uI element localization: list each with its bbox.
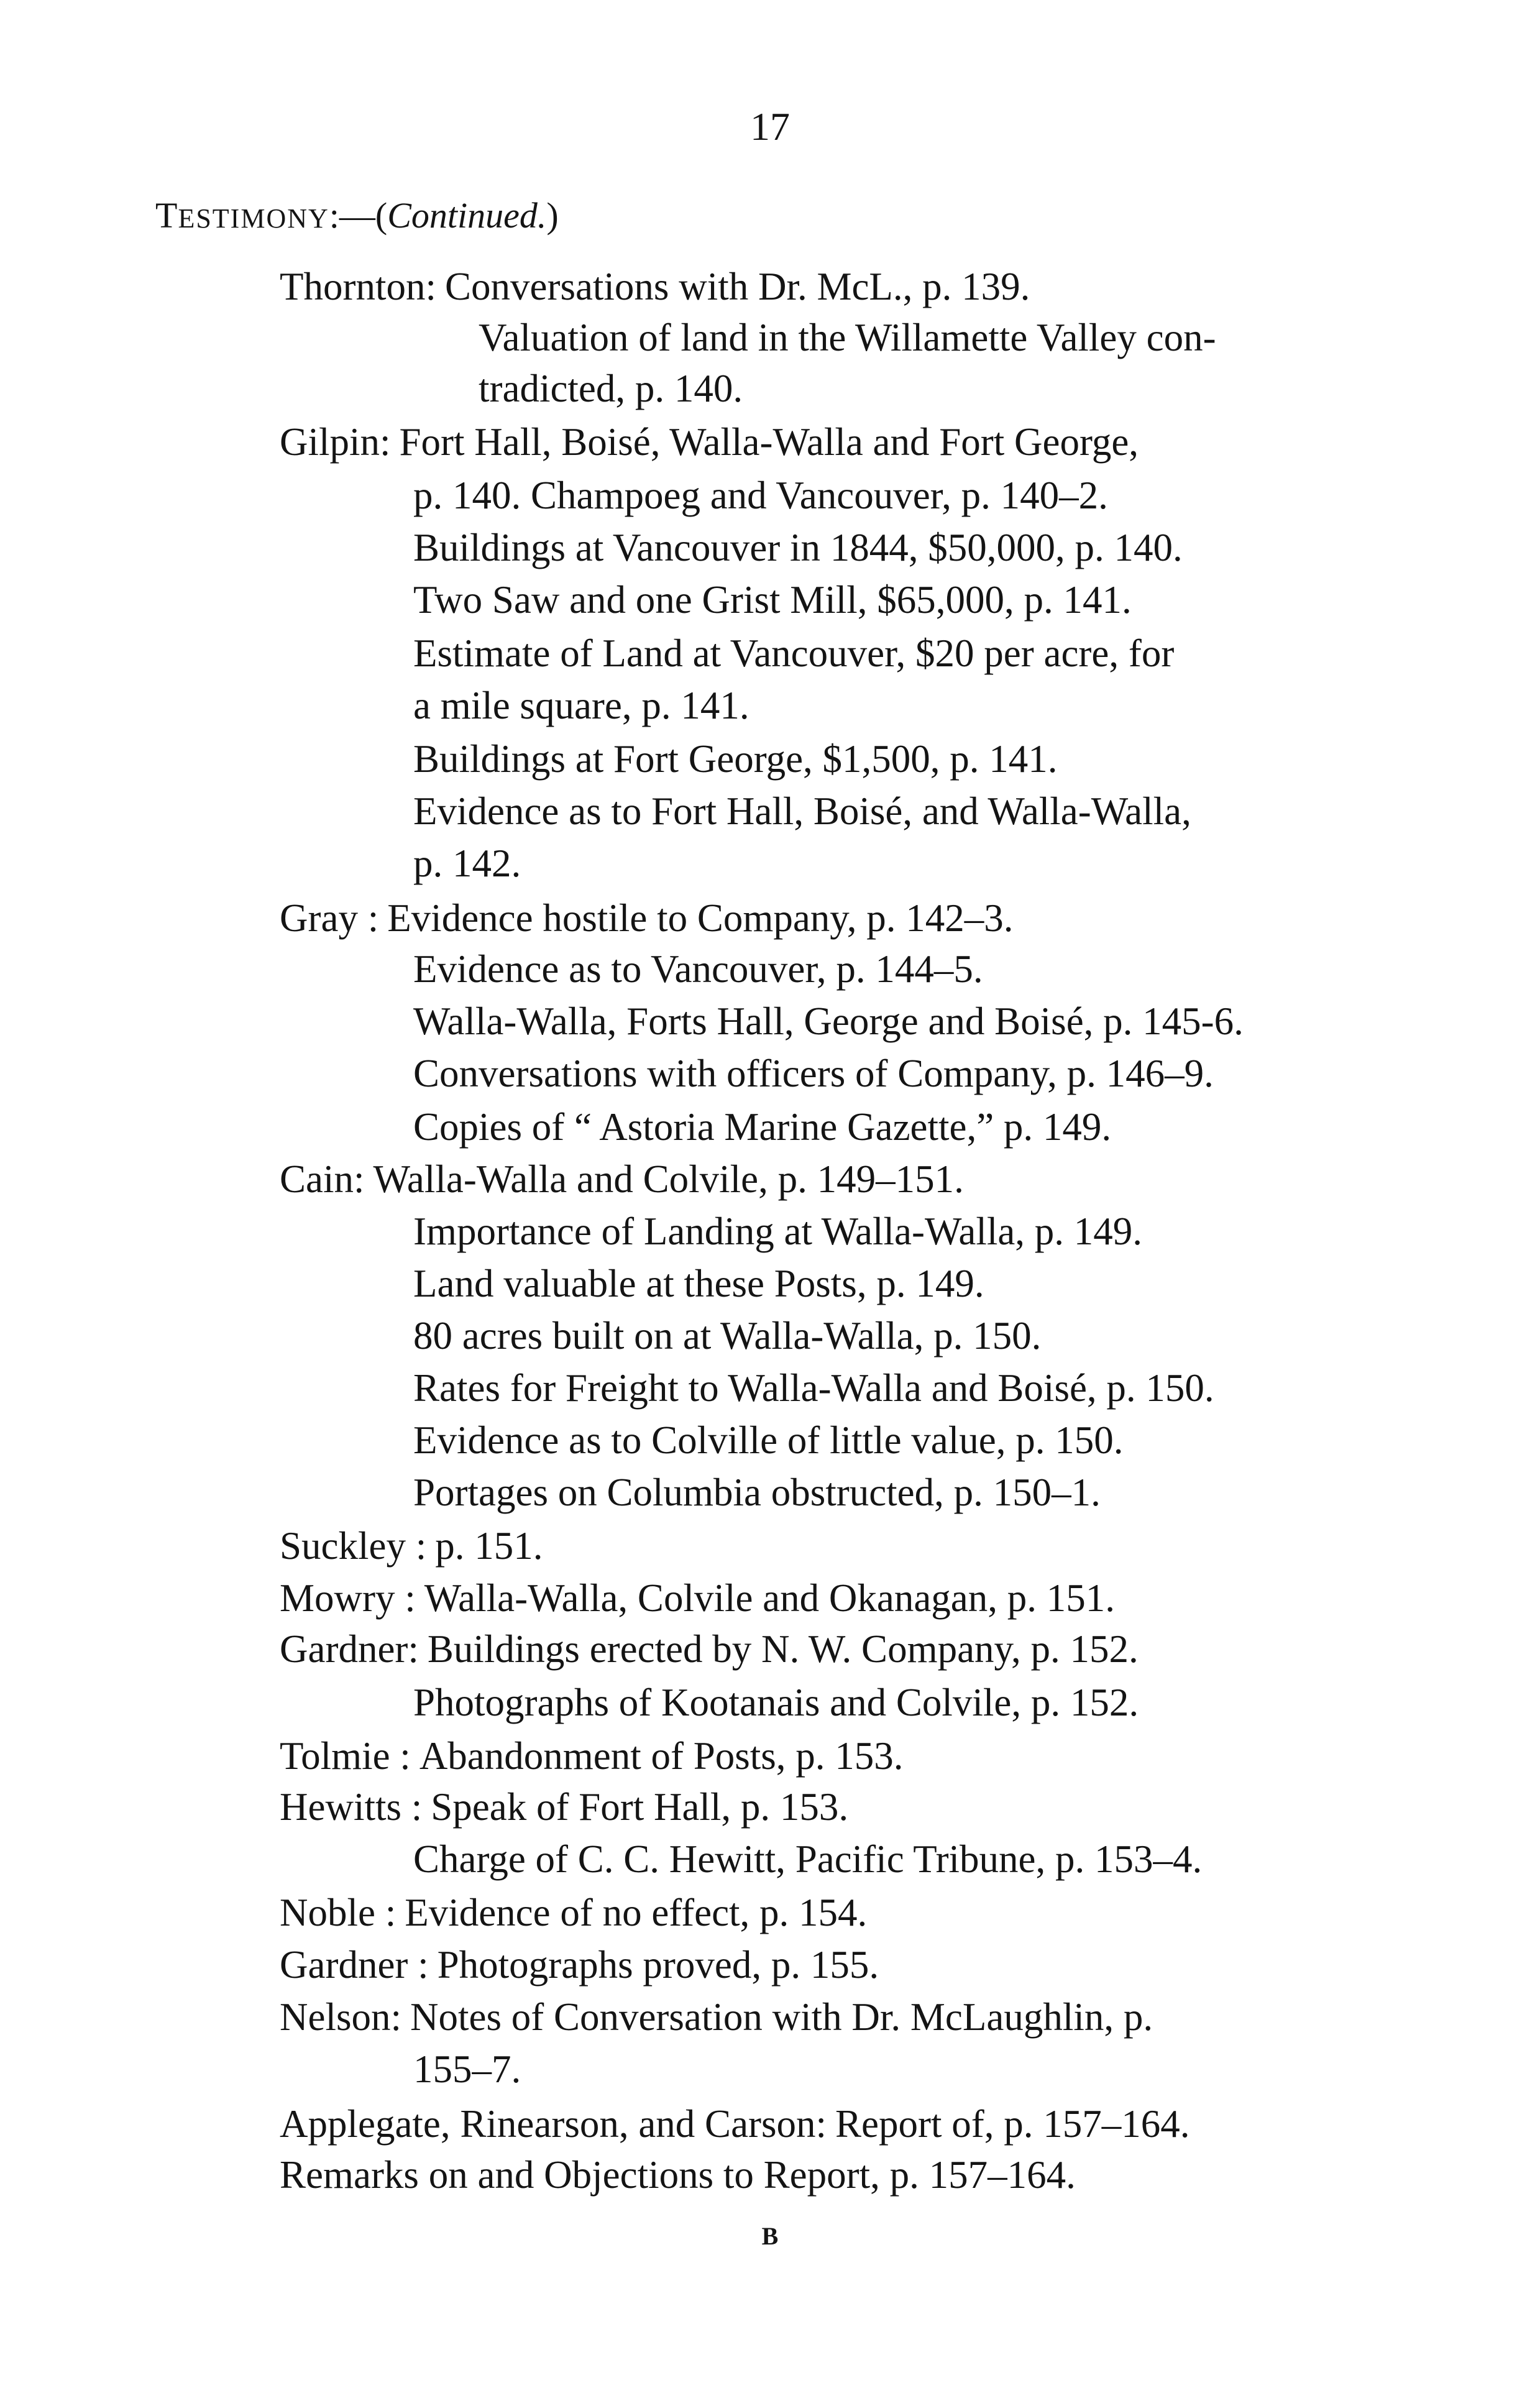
entry-text: Buildings at Fort George, $1,500, p. 141. bbox=[413, 737, 1058, 781]
entry-continuation bbox=[413, 1473, 1101, 1523]
witness-name: Gardner : bbox=[280, 1943, 429, 1987]
entry-continuation bbox=[413, 1264, 984, 1314]
entry-text: Photographs of Kootanais and Colvile, p. 152. bbox=[413, 1681, 1139, 1724]
entry-continuation bbox=[413, 578, 1132, 630]
witness-name: Thornton: bbox=[280, 265, 436, 308]
entry-text: Importance of Landing at Walla-Walla, p. 149. bbox=[413, 1210, 1143, 1253]
witness-entry bbox=[280, 2153, 1084, 2205]
witness-entry bbox=[280, 1157, 964, 1210]
witness-entry bbox=[280, 1734, 904, 1786]
entry-text: Rates for Freight to Walla-Walla and Boisé, p. 150. bbox=[413, 1366, 1214, 1410]
witness-name: Noble : bbox=[280, 1891, 396, 1934]
entry-continuation bbox=[413, 1212, 1142, 1262]
entry-continuation bbox=[413, 947, 983, 999]
entry-text: Estimate of Land at Vancouver, $20 per acre, for bbox=[413, 632, 1175, 675]
entry-continuation bbox=[413, 1054, 1214, 1104]
entry-text: Notes of Conversation with Dr. McLaughlin, p. bbox=[410, 1995, 1153, 2039]
entry-continuation bbox=[413, 737, 1058, 789]
entry-text: Evidence of no effect, p. 154. bbox=[405, 1891, 868, 1934]
witness-entry bbox=[280, 1995, 1153, 2047]
witness-entry bbox=[280, 1524, 543, 1576]
entry-text: Copies of “ Astoria Marine Gazette,” p. 149. bbox=[413, 1105, 1112, 1149]
entry-text: Conversations with Dr. McL., p. 139. bbox=[444, 265, 1030, 308]
entry-continuation bbox=[413, 999, 1244, 1052]
entry-text: tradicted, p. 140. bbox=[479, 367, 743, 410]
entry-text: Photographs proved, p. 155. bbox=[437, 1943, 879, 1987]
entry-text: Evidence as to Colville of little value, p. 150. bbox=[413, 1418, 1124, 1462]
entry-text: a mile square, p. 141. bbox=[413, 684, 749, 727]
witness-entry bbox=[280, 420, 1139, 472]
entry-text: Walla-Walla, Forts Hall, George and Boisé, p. 145-6. bbox=[413, 999, 1244, 1043]
witness-entry bbox=[280, 1785, 849, 1837]
heading-separator: :—( bbox=[329, 195, 388, 236]
entry-continuation bbox=[413, 1683, 1139, 1733]
entry-text: Conversations with officers of Company, p. 146–9. bbox=[413, 1052, 1214, 1095]
entry-continuation bbox=[413, 1366, 1214, 1418]
entry-continuation bbox=[413, 686, 749, 736]
heading-rest: ESTIMONY bbox=[178, 203, 329, 234]
entry-text: Evidence as to Fort Hall, Boisé, and Walla-Walla, bbox=[413, 789, 1191, 833]
entry-text: Speak of Fort Hall, p. 153. bbox=[431, 1785, 849, 1829]
entry-continuation bbox=[413, 2047, 521, 2100]
entry-continuation bbox=[413, 1418, 1124, 1471]
witness-entry bbox=[280, 2102, 1190, 2154]
witness-name: Gardner: bbox=[280, 1627, 419, 1671]
heading-continued: Continued. bbox=[387, 195, 547, 236]
witness-name: Mowry : bbox=[280, 1576, 416, 1620]
heading-initial: T bbox=[155, 195, 178, 236]
entry-continuation bbox=[413, 634, 1174, 684]
entry-continuation bbox=[413, 789, 1191, 842]
entry-text: Walla-Walla, Colvile and Okanagan, p. 151. bbox=[424, 1576, 1116, 1620]
entry-text: Two Saw and one Grist Mill, $65,000, p. 141. bbox=[413, 578, 1132, 622]
entry-continuation bbox=[413, 1105, 1112, 1157]
witness-name: Cain: bbox=[280, 1157, 365, 1201]
entry-continuation bbox=[413, 1837, 1203, 1890]
entry-text: Valuation of land in the Willamette Valley con- bbox=[479, 316, 1216, 359]
entry-text: p. 142. bbox=[413, 842, 521, 885]
entry-continuation bbox=[413, 476, 1108, 526]
entry-text: p. 151. bbox=[435, 1524, 543, 1568]
entry-text: Buildings at Vancouver in 1844, $50,000, p. 140. bbox=[413, 526, 1183, 569]
witness-entry bbox=[280, 896, 1014, 949]
entry-text: 155–7. bbox=[413, 2047, 521, 2091]
witness-name: Gilpin: bbox=[280, 420, 391, 464]
entry-text: Fort Hall, Boisé, Walla-Walla and Fort George, bbox=[399, 420, 1139, 464]
entry-text: 80 acres built on at Walla-Walla, p. 150. bbox=[413, 1314, 1042, 1357]
signature-mark: B bbox=[761, 2222, 779, 2250]
witness-name: Tolmie : bbox=[280, 1734, 411, 1778]
heading-close: ) bbox=[546, 195, 559, 236]
witness-entry bbox=[280, 1576, 1116, 1629]
page-number: 17 bbox=[750, 104, 790, 149]
entry-text: Portages on Columbia obstructed, p. 150–1. bbox=[413, 1471, 1101, 1514]
witness-name: Gray : bbox=[280, 896, 379, 940]
witness-name: Applegate, Rinearson, and Carson: bbox=[280, 2102, 827, 2146]
entry-text: Abandonment of Posts, p. 153. bbox=[419, 1734, 904, 1778]
entry-text: p. 140. Champoeg and Vancouver, p. 140–2. bbox=[413, 474, 1108, 517]
entry-text: Land valuable at these Posts, p. 149. bbox=[413, 1262, 984, 1305]
entry-text: Charge of C. C. Hewitt, Pacific Tribune, p. 153–4. bbox=[413, 1837, 1203, 1881]
entry-continuation bbox=[413, 528, 1183, 578]
witness-entry bbox=[280, 267, 1030, 317]
witness-entry bbox=[280, 1627, 1139, 1679]
witness-name: Nelson: bbox=[280, 1995, 401, 2039]
entry-text: Buildings erected by N. W. Company, p. 152. bbox=[427, 1627, 1139, 1671]
entry-text: Walla-Walla and Colvile, p. 149–151. bbox=[373, 1157, 964, 1201]
entry-continuation bbox=[479, 318, 1216, 368]
entry-continuation bbox=[413, 844, 521, 894]
witness-entry bbox=[280, 1893, 867, 1943]
witness-name: Suckley : bbox=[280, 1524, 427, 1568]
entry-continuation bbox=[413, 1316, 1041, 1366]
entry-continuation bbox=[479, 369, 743, 419]
section-heading bbox=[155, 195, 559, 236]
witness-entry bbox=[280, 1943, 879, 1995]
entry-text: Report of, p. 157–164. bbox=[835, 2102, 1190, 2146]
witness-name: Remarks on and Objections to Report, p. 157–164. bbox=[280, 2153, 1076, 2197]
entry-text: Evidence as to Vancouver, p. 144–5. bbox=[413, 947, 983, 991]
entry-text: Evidence hostile to Company, p. 142–3. bbox=[387, 896, 1014, 940]
witness-name: Hewitts : bbox=[280, 1785, 423, 1829]
